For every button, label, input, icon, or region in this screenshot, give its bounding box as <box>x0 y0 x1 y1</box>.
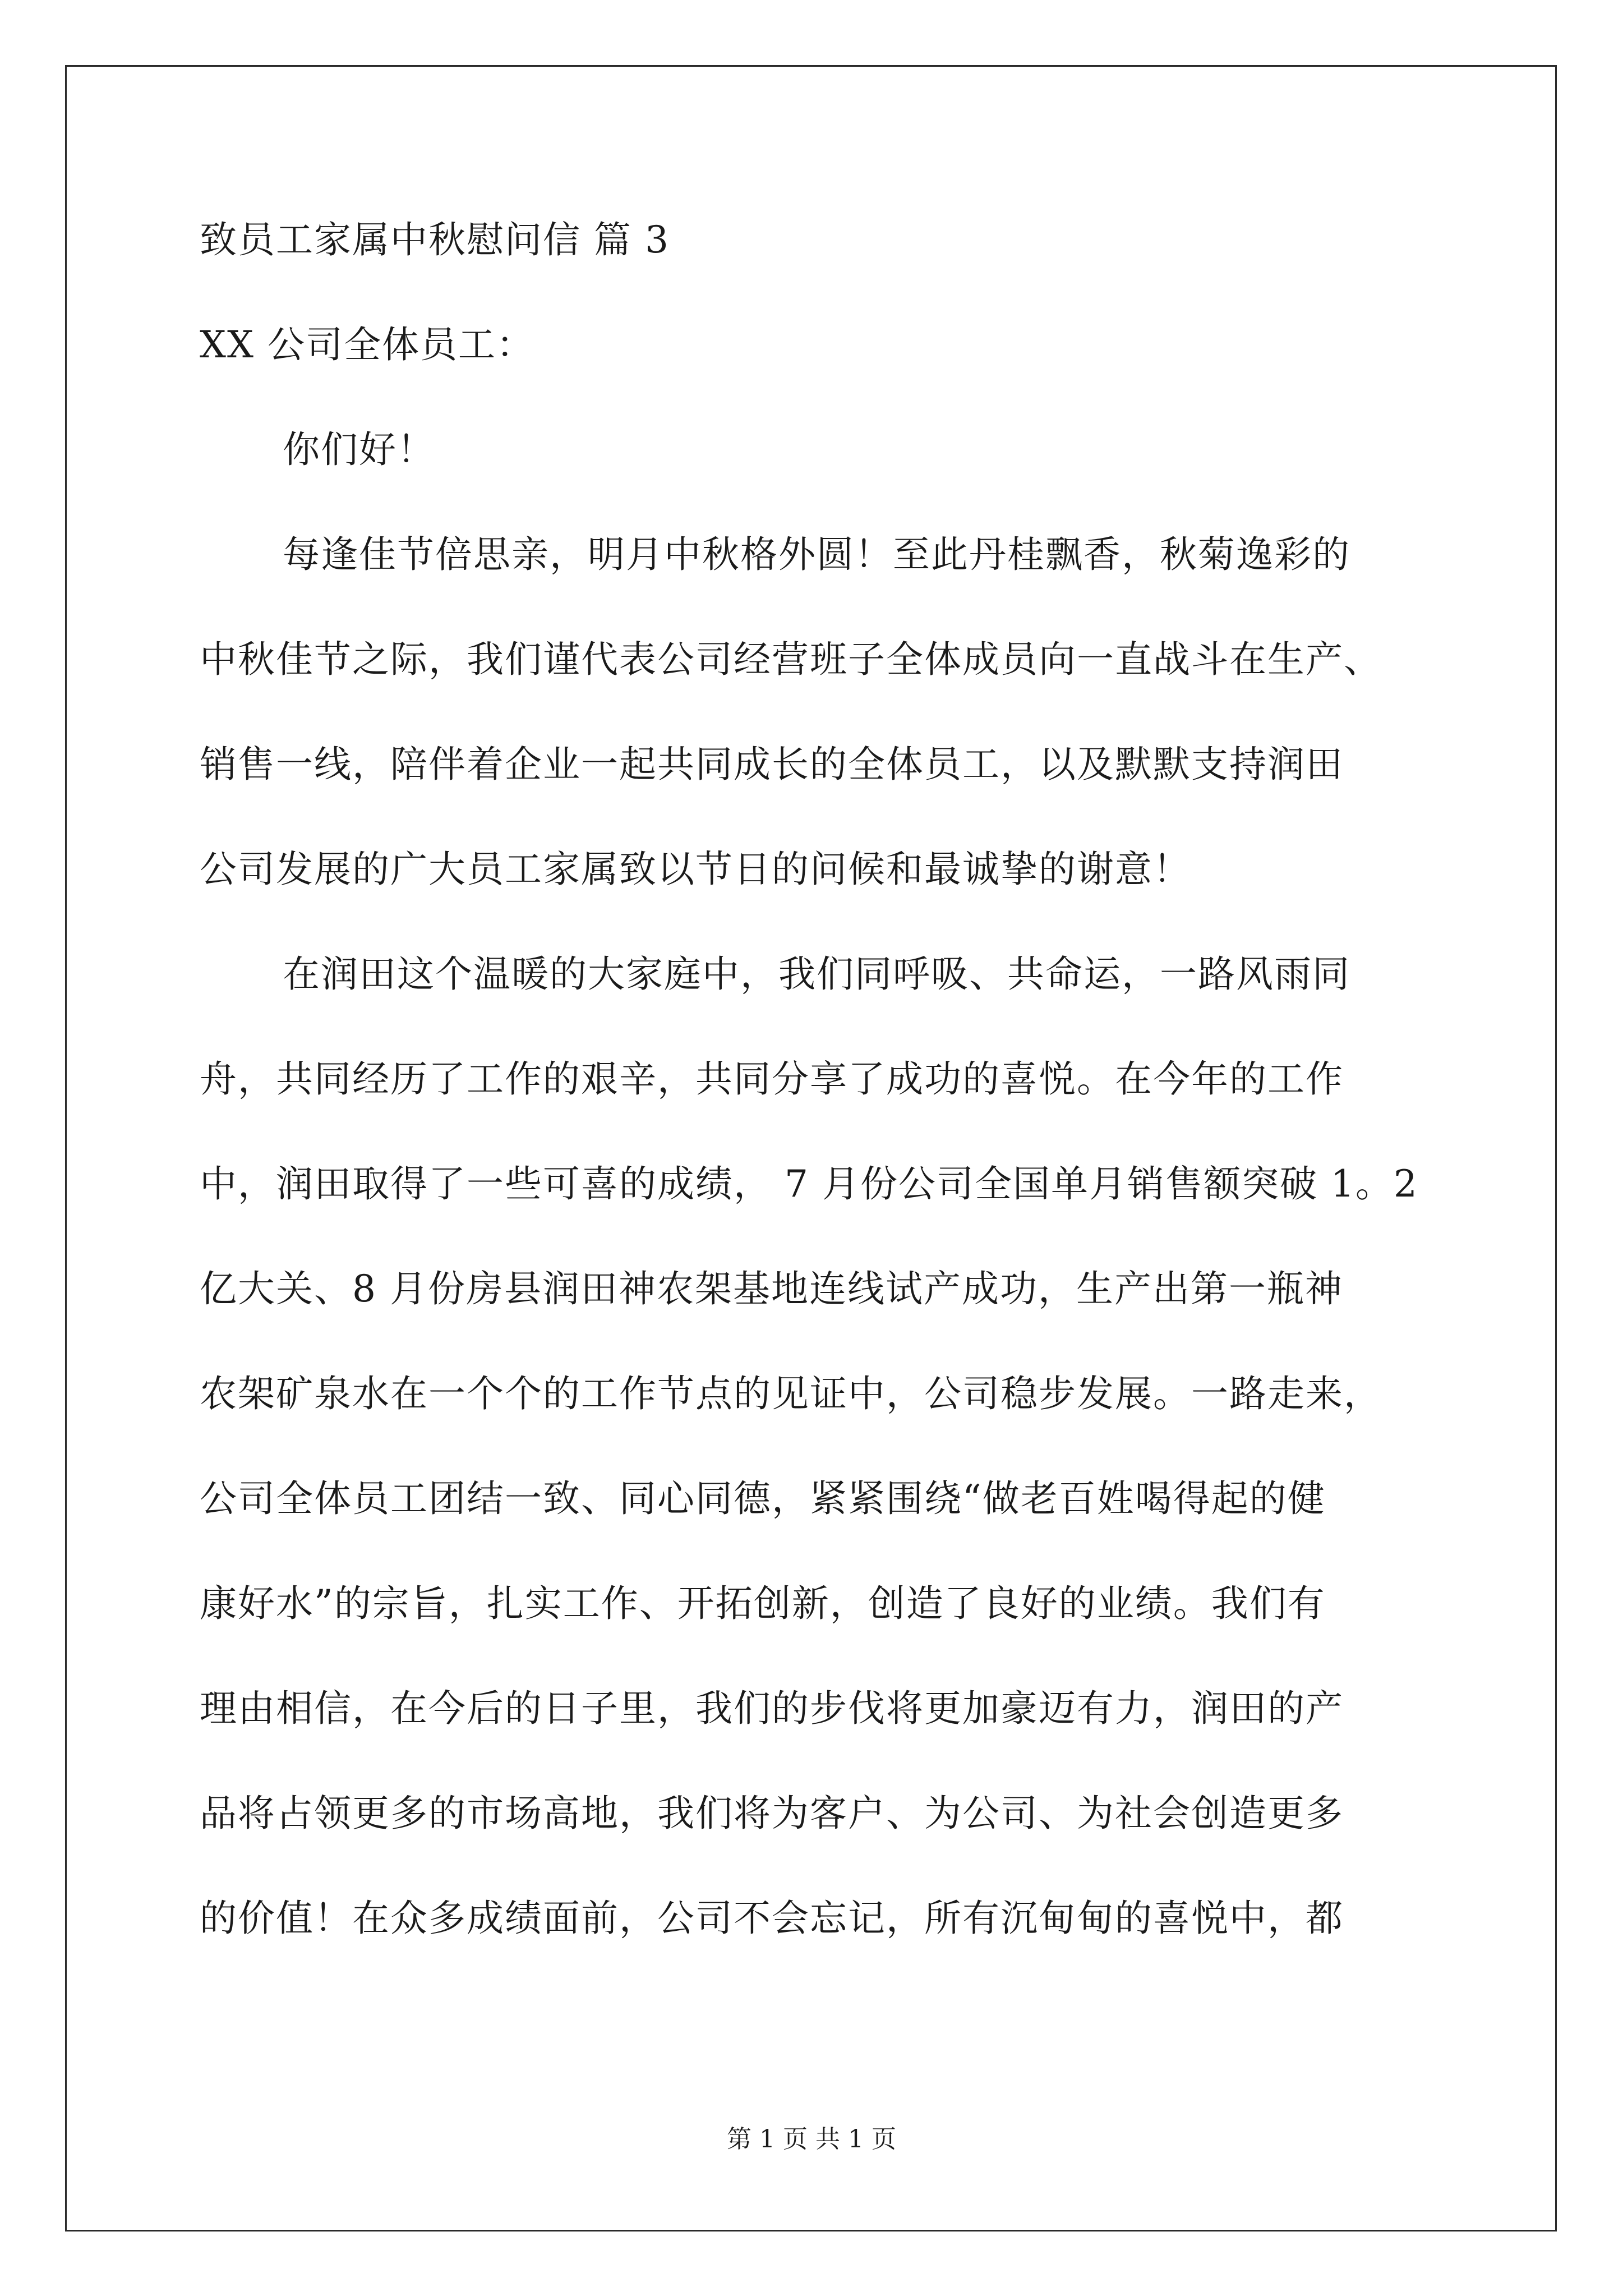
paragraph-line: 理由相信，在今后的日子里，我们的步伐将更加豪迈有力，润田的产 <box>200 1687 1344 1730</box>
paragraph-line: 中秋佳节之际，我们谨代表公司经营班子全体成员向一直战斗在生产、 <box>200 638 1382 681</box>
document-title: 致员工家属中秋慰问信 篇 3 <box>200 218 670 261</box>
paragraph-line: 康好水”的宗旨，扎实工作、开拓创新，创造了良好的业绩。我们有 <box>200 1582 1326 1625</box>
paragraph-line: 品将占领更多的市场高地，我们将为客户、为公司、为社会创造更多 <box>200 1792 1344 1835</box>
page-footer: 第 1 页 共 1 页 <box>727 2125 896 2154</box>
paragraph-line: 公司发展的广大员工家属致以节日的问候和最诚挚的谢意！ <box>200 848 1191 891</box>
paragraph-line: 舟，共同经历了工作的艰辛，共同分享了成功的喜悦。在今年的工作 <box>200 1057 1344 1101</box>
paragraph-line: 公司全体员工团结一致、同心同德，紧紧围绕“做老百姓喝得起的健 <box>200 1477 1326 1520</box>
paragraph-line: 销售一线，陪伴着企业一起共同成长的全体员工，以及默默支持润田 <box>200 743 1344 786</box>
paragraph-line: 在润田这个温暖的大家庭中，我们同呼吸、共命运，一路风雨同 <box>283 953 1350 996</box>
salutation: XX 公司全体员工： <box>200 323 534 366</box>
paragraph-line: 亿大关、8 月份房县润田神农架基地连线试产成功，生产出第一瓶神 <box>200 1267 1343 1310</box>
paragraph-line: 中，润田取得了一些可喜的成绩， 7 月份公司全国单月销售额突破 1。2 <box>200 1162 1418 1205</box>
paragraph-line: 每逢佳节倍思亲，明月中秋格外圆！至此丹桂飘香，秋菊逸彩的 <box>283 533 1350 576</box>
paragraph-line: 的价值！在众多成绩面前，公司不会忘记，所有沉甸甸的喜悦中，都 <box>200 1897 1344 1940</box>
greeting: 你们好！ <box>283 428 435 471</box>
paragraph-line: 农架矿泉水在一个个的工作节点的见证中，公司稳步发展。一路走来， <box>200 1372 1382 1415</box>
